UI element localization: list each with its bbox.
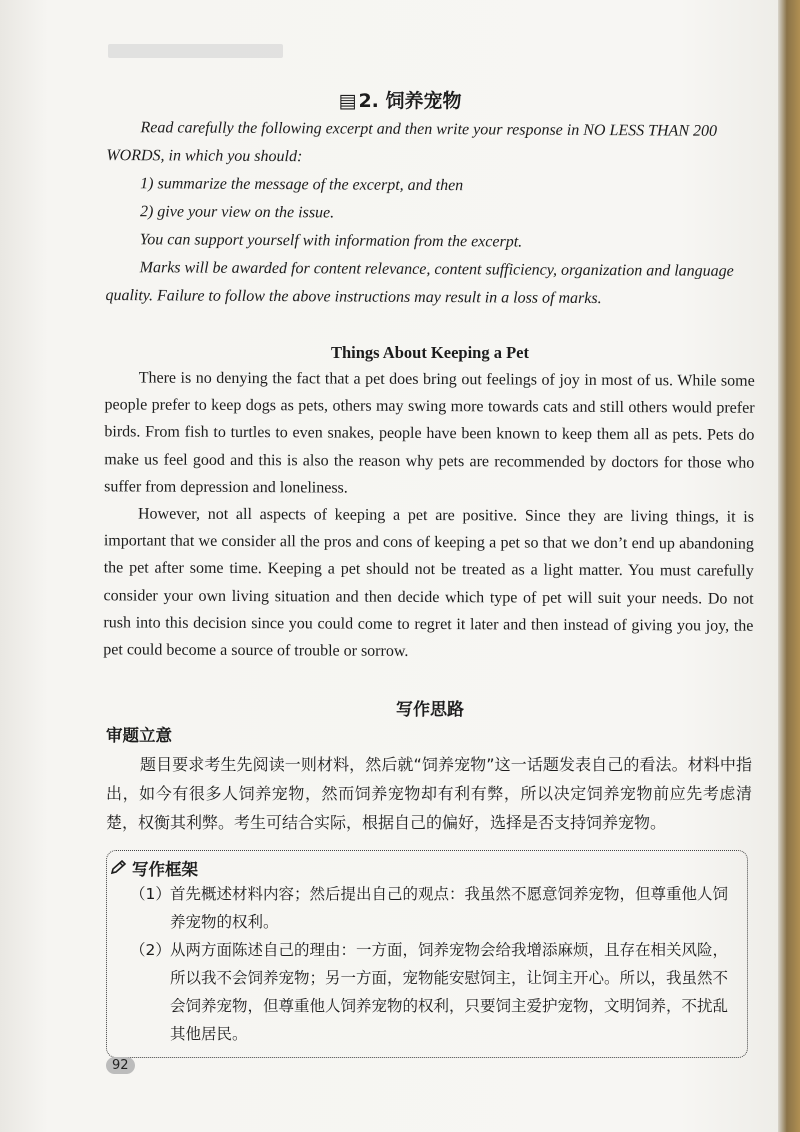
framework-item-text: 首先概述材料内容；然后提出自己的观点：我虽然不愿意饲养宠物，但尊重他人饲养宠物的权利。 bbox=[170, 885, 729, 931]
essay-paragraph: There is no denying the fact that a pet does bring out feelings of joy in most of us. While some people prefer to keep dogs as pets, others may swing more towards cats and still others would prefer birds. From fish to turtles to even snakes, people have been known to keep them all as pets. Pets do make us feel good and this is also the reason why pets are recommended by doctors for those who suffer from depression and loneliness. bbox=[104, 369, 755, 497]
document-icon: ▤ bbox=[338, 90, 357, 112]
page-number: 92 bbox=[106, 1057, 135, 1074]
framework-list bbox=[130, 880, 740, 1048]
instructions bbox=[105, 114, 756, 314]
topic-analysis-body bbox=[106, 750, 752, 837]
framework-item-number: （1） bbox=[130, 885, 171, 903]
book-binding bbox=[778, 0, 800, 1132]
instruction-line: Read carefully the following excerpt and then write your response in NO LESS THAN 200 WORDS, in which you should: bbox=[106, 119, 718, 166]
pencil-icon bbox=[110, 860, 128, 876]
framework-item-number: （2） bbox=[130, 941, 171, 959]
instruction-line: 1) summarize the message of the excerpt, and then bbox=[140, 175, 464, 195]
writing-ideas-title: 写作思路 bbox=[396, 700, 464, 720]
framework-title-text: 写作框架 bbox=[132, 860, 198, 879]
running-header-bleed bbox=[108, 44, 283, 58]
topic-analysis-heading: 审题立意 bbox=[106, 726, 172, 745]
section-title-text: 2. 饲养宠物 bbox=[358, 90, 462, 112]
instruction-line: 2) give your view on the issue. bbox=[139, 203, 335, 222]
framework-item-text: 从两方面陈述自己的理由：一方面，饲养宠物会给我增添麻烦，且存在相关风险，所以我不会饲养宠物；另一方面，宠物能安慰饲主，让饲主开心。所以，我虽然不会饲养宠物，但尊重他人饲养宠物的权利，只要饲主爱护宠物，文明饲养，不扰乱其他居民。 bbox=[170, 941, 729, 1043]
topic-analysis-paragraph: 题目要求考生先阅读一则材料，然后就“饲养宠物”这一话题发表自己的看法。材料中指出，如今有很多人饲养宠物，然而饲养宠物却有利有弊，所以决定饲养宠物前应先考虑清楚，权衡其利弊。考生可结合实际，根据自己的偏好，选择是否支持饲养宠物。 bbox=[106, 755, 752, 832]
essay-title: Things About Keeping a Pet bbox=[330, 343, 530, 362]
essay-paragraph: However, not all aspects of keeping a pet are positive. Since they are living things, it is important that we consider all the pros and cons of keeping a pet so that we don’t end up abandoning the pet after some time. Keeping a pet should not be treated as a light matter. You must carefully consider your own living situation and then decide which type of pet will suit your needs. Do not rush into this decision since you could come to regret it later and then instead of giving you joy, the pet could become a source of trouble or sorrow. bbox=[103, 505, 755, 660]
framework-item bbox=[130, 880, 740, 936]
framework-title bbox=[110, 856, 198, 880]
section-title bbox=[0, 86, 800, 113]
instruction-line: Marks will be awarded for content relevance, content sufficiency, organization and language quality. Failure to follow the above instructions may result in a loss of marks. bbox=[105, 259, 734, 308]
essay-body bbox=[103, 364, 755, 667]
framework-item bbox=[130, 936, 740, 1048]
instruction-line: You can support yourself with information from the excerpt. bbox=[139, 231, 523, 251]
